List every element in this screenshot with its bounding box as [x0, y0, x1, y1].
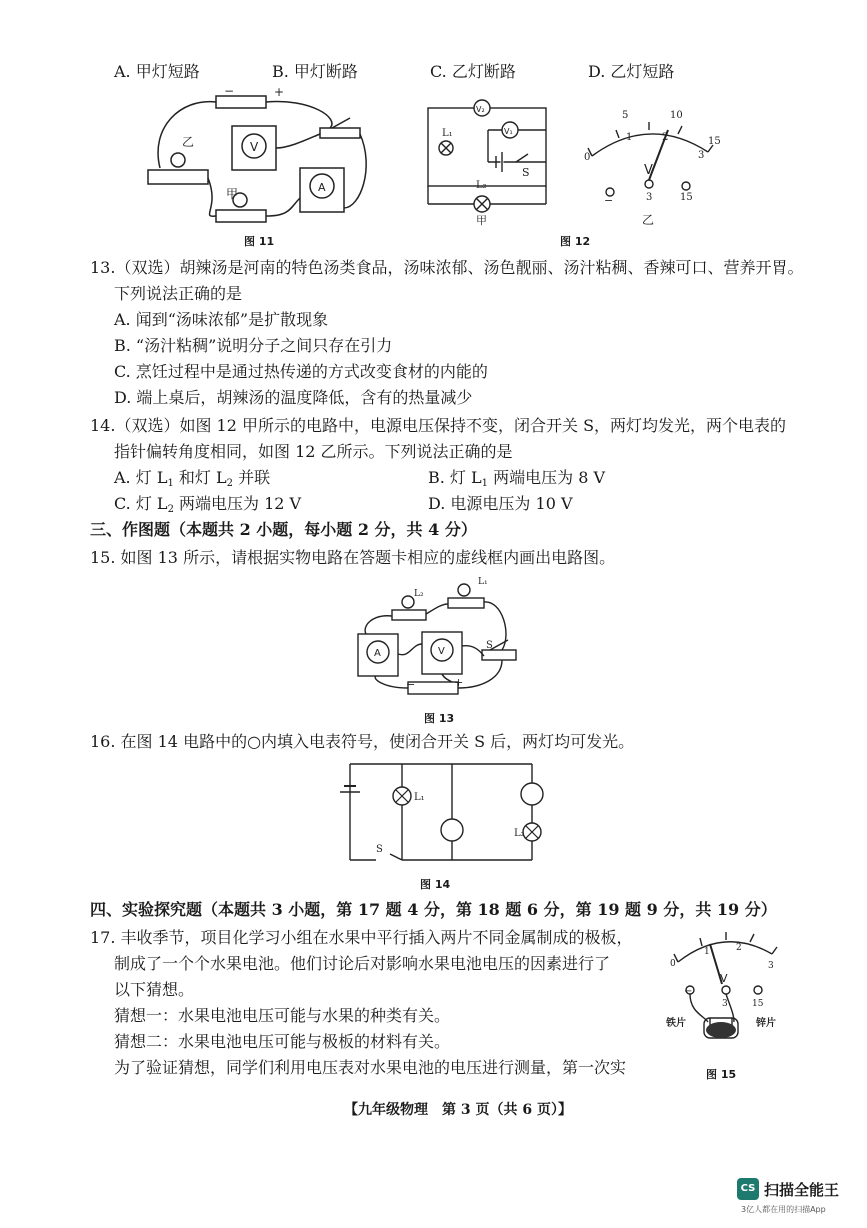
svg-text:−: − — [406, 678, 416, 691]
svg-text:V: V — [644, 163, 653, 178]
q13-line2: 下列说法正确的是 — [114, 284, 243, 303]
q15-text: 15. 如图 13 所示，请根据实物电路在答题卡相应的虚线框内画出电路图。 — [90, 548, 616, 567]
svg-text:15: 15 — [680, 192, 693, 203]
figure-12-jia — [424, 96, 554, 226]
svg-text:5: 5 — [622, 110, 629, 121]
svg-text:0: 0 — [670, 959, 676, 969]
fig15-caption: 图 15 — [706, 1068, 737, 1081]
svg-text:3: 3 — [768, 961, 774, 971]
svg-text:2: 2 — [662, 132, 669, 143]
svg-text:L₂: L₂ — [514, 828, 525, 839]
svg-text:3: 3 — [646, 192, 653, 203]
svg-text:+: + — [454, 676, 464, 689]
svg-text:L₁: L₁ — [442, 128, 453, 139]
svg-text:−: − — [684, 986, 693, 997]
svg-text:15: 15 — [708, 136, 721, 147]
q17-line2: 制成了一个个水果电池。他们讨论后对影响水果电池电压的因素进行了 — [114, 954, 611, 973]
svg-text:3: 3 — [698, 150, 705, 161]
camscanner-logo — [737, 1174, 849, 1218]
svg-text:10: 10 — [670, 110, 683, 121]
svg-text:A: A — [374, 648, 381, 659]
svg-text:铁片: 铁片 — [666, 1018, 686, 1029]
svg-text:0: 0 — [584, 152, 591, 163]
svg-text:A: A — [318, 181, 326, 194]
section-4-heading: 四、实验探究题（本题共 3 小题，第 17 题 4 分，第 18 题 6 分，第 19 题 9 分，共 19 分） — [90, 900, 777, 919]
q13-option-b: B. “汤汁粘稠”说明分子之间只存在引力 — [114, 336, 393, 355]
figure-14 — [336, 756, 546, 868]
switch-base — [320, 128, 360, 138]
cs-mark: CS — [737, 1178, 759, 1200]
figure-15 — [664, 926, 794, 1056]
q17-line3: 以下猜想。 — [114, 980, 195, 999]
q14-option-b: B. 灯 $L_1$ 两端电压为 8 V — [428, 468, 606, 489]
svg-text:+: + — [274, 88, 285, 99]
label-yi: 乙 — [182, 135, 195, 149]
lamp-jia-base — [216, 210, 266, 222]
q17-line1: 17. 丰收季节，项目化学习小组在水果中平行插入两片不同金属制成的极板， — [90, 928, 633, 947]
figure-12-yi-meter — [574, 100, 724, 230]
q17-line6: 为了验证猜想，同学们利用电压表对水果电池的电压进行测量，第一次实 — [114, 1058, 627, 1077]
q13-line1: 13.（双选）胡辣汤是河南的特色汤类食品，汤味浓郁、汤色靓丽、汤汁粘稠、香辣可口、营养开胃。 — [90, 258, 804, 277]
svg-text:L₁: L₁ — [414, 792, 425, 803]
svg-text:2: 2 — [736, 943, 742, 953]
svg-text:V₁: V₁ — [504, 127, 513, 136]
q14-option-a: A. 灯 $L_1$ 和灯 $L_2$ 并联 — [114, 468, 271, 489]
option-b: B. 甲灯断路 — [272, 62, 358, 81]
svg-text:−: − — [224, 88, 235, 98]
svg-text:−: − — [604, 194, 614, 207]
q17-line4: 猜想一：水果电池电压可能与水果的种类有关。 — [114, 1006, 451, 1025]
q16-text: 16. 在图 14 电路中的○内填入电表符号，使闭合开关 S 后，两灯均可发光。 — [90, 732, 635, 751]
q14-option-d: D. 电源电压为 10 V — [428, 494, 573, 513]
svg-text:V₂: V₂ — [476, 105, 485, 114]
svg-text:S: S — [486, 640, 493, 651]
cs-slogan: 3亿人都在用的扫描App — [741, 1205, 826, 1214]
svg-text:3: 3 — [722, 999, 728, 1009]
q13-option-a: A. 闻到“汤味浓郁”是扩散现象 — [114, 310, 329, 329]
svg-text:锌片: 锌片 — [756, 1018, 776, 1029]
option-a: A. 甲灯短路 — [114, 62, 200, 81]
label-jia: 甲 — [226, 187, 239, 201]
svg-text:L₂: L₂ — [476, 180, 487, 191]
lamp-yi-base — [148, 170, 208, 184]
q17-line5: 猜想二：水果电池电压可能与极板的材料有关。 — [114, 1032, 451, 1051]
fig13-caption: 图 13 — [424, 712, 455, 725]
q13-option-d: D. 端上桌后，胡辣汤的温度降低，含有的热量减少 — [114, 388, 473, 407]
fig12-caption: 图 12 — [560, 235, 591, 248]
svg-text:1: 1 — [704, 947, 710, 957]
svg-text:甲: 甲 — [476, 214, 487, 226]
option-d: D. 乙灯短路 — [588, 62, 675, 81]
q13-option-c: C. 烹饪过程中是通过热传递的方式改变食材的内能的 — [114, 362, 488, 381]
q14-line1: 14.（双选）如图 12 甲所示的电路中，电源电压保持不变，闭合开关 S，两灯均发光，两个电表的 — [90, 416, 787, 435]
svg-text:S: S — [522, 166, 530, 179]
cs-name: 扫描全能王 — [764, 1181, 840, 1199]
figure-13 — [352, 574, 522, 704]
svg-text:L₂: L₂ — [414, 589, 424, 599]
svg-text:1: 1 — [626, 132, 633, 143]
svg-text:乙: 乙 — [642, 213, 655, 227]
svg-text:L₁: L₁ — [478, 577, 488, 587]
svg-text:15: 15 — [752, 999, 764, 1009]
q14-line2: 指针偏转角度相同，如图 12 乙所示。下列说法正确的是 — [114, 442, 513, 461]
svg-text:S: S — [376, 844, 383, 855]
q14-option-c: C. 灯 $L_2$ 两端电压为 12 V — [114, 494, 302, 515]
svg-text:V: V — [720, 972, 728, 985]
svg-text:V: V — [438, 646, 445, 657]
fig14-caption: 图 14 — [420, 878, 451, 891]
section-3-heading: 三、作图题（本题共 2 小题，每小题 2 分，共 4 分） — [90, 520, 477, 539]
figure-11 — [140, 88, 380, 228]
svg-text:V: V — [250, 140, 259, 154]
fig11-caption: 图 11 — [244, 235, 275, 248]
option-c: C. 乙灯断路 — [430, 62, 516, 81]
page-footer: 【九年级物理 第 3 页（共 6 页）】 — [344, 1102, 572, 1118]
